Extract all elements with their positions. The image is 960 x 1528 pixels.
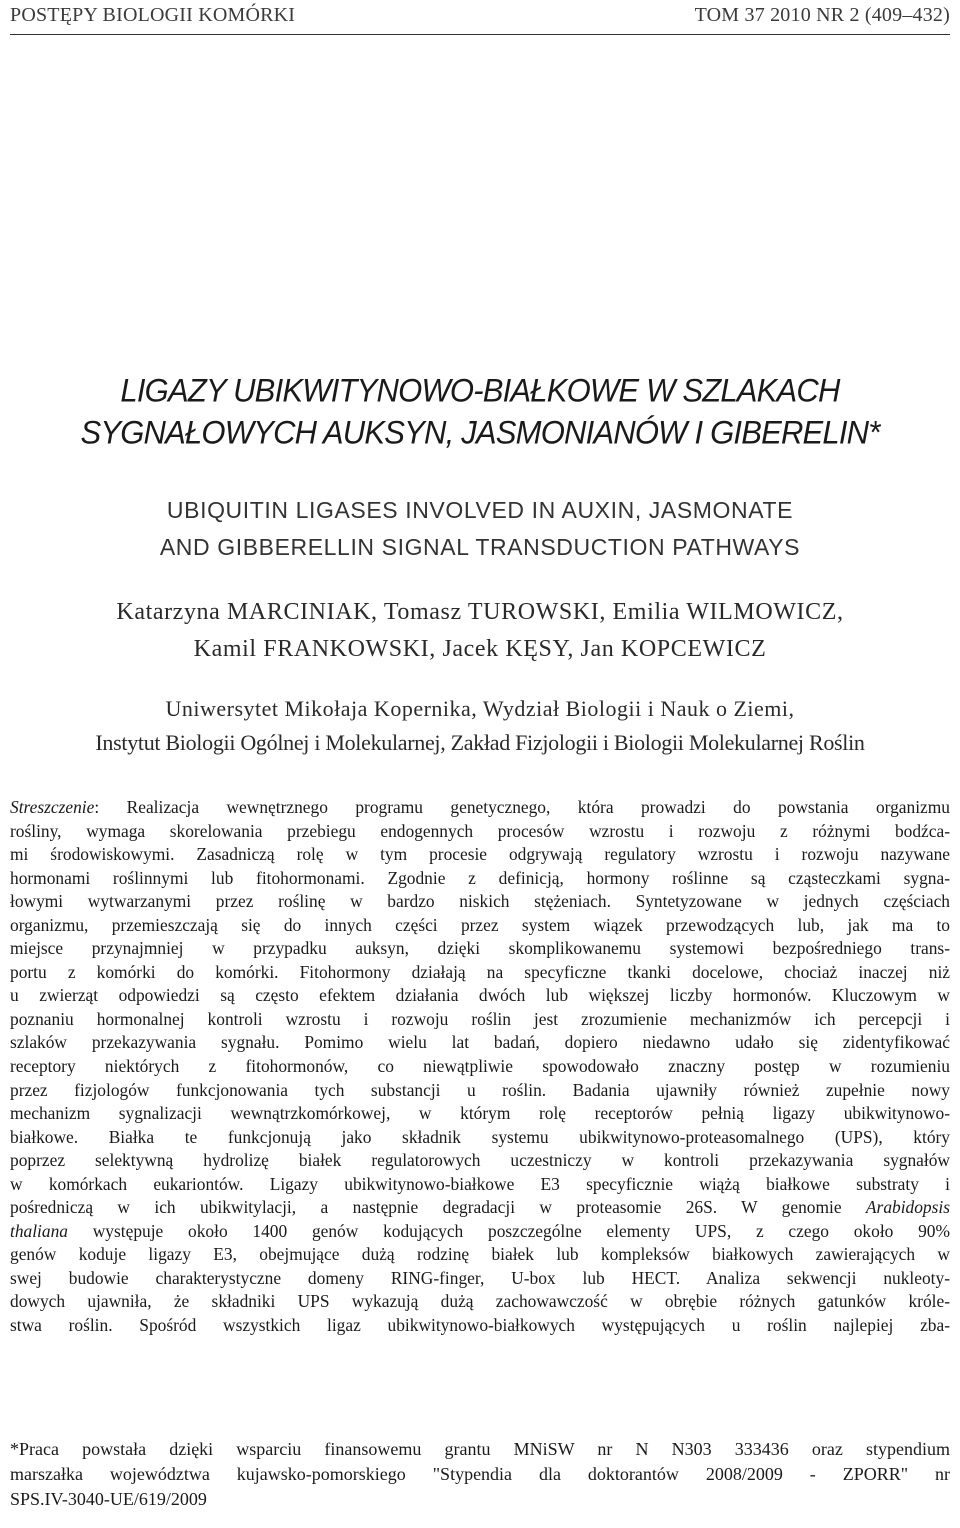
article-title: [10, 370, 950, 454]
abstract-line: u zwierząt odpowiedzi są często efektem działania dwóch lub większej liczby hormonów. Kluczowym w: [10, 985, 950, 1006]
footnote-line-3: SPS.IV-3040-UE/619/2009: [10, 1489, 207, 1509]
affiliation: [4, 692, 956, 760]
abstract-line: przez fizjologów funkcjonowania tych substancji u roślin. Badania ujawniły również zupełnie nowy: [10, 1079, 950, 1100]
species-epithet: thaliana: [10, 1220, 68, 1241]
title-line-2: SYGNAŁOWYCH AUKSYN, JASMONIANÓW I GIBERELIN*: [80, 414, 880, 451]
abstract-line: szlaków przekazywania sygnału. Pomimo wielu lat badań, dopiero niedawno udało się zidentyfikować: [10, 1032, 950, 1053]
affiliation-line-1: Uniwersytet Mikołaja Kopernika, Wydział Biologii i Nauk o Ziemi,: [165, 696, 795, 721]
abstract-line: hormonami roślinnymi lub fitohormonami. Zgodnie z definicją, hormony roślinne są cząsteczkami sygna-: [10, 867, 950, 888]
issue-info: TOM 37 2010 NR 2 (409–432): [694, 4, 950, 26]
abstract-line: mechanizm sygnalizacji wewnątrzkomórkowej, w którym rolę receptorów pełnią ligazy ubikwitynowo-: [10, 1103, 950, 1124]
footnote-line-1: *Praca powstała dzięki wsparciu finansowemu grantu MNiSW nr N N303 333436 oraz stypendium: [10, 1439, 950, 1459]
abstract-line: thaliana występuje około 1400 genów kodujących poszczególne elementy UPS, z czego około 90%: [10, 1220, 950, 1241]
running-header: [10, 4, 950, 34]
species-genus: Arabidopsis: [865, 1197, 950, 1218]
abstract-line: pośredniczą w ich ubikwitylacji, a następnie degradacji w proteasomie 26S. W genomie Arabidopsis: [10, 1197, 950, 1218]
abstract-line: poprzez selektywną hydrolizę białek regulatorowych uczestniczy w kontroli przekazywania sygnałów: [10, 1150, 950, 1171]
abstract-line: mi środowiskowymi. Zasadniczą rolę w tym procesie odgrywają regulatory wzrostu i rozwoju nazywane: [10, 844, 950, 865]
abstract-line: w komórkach eukariontów. Ligazy ubikwitynowo-białkowe E3 specyficznie wiążą białkowe substraty i: [10, 1173, 950, 1194]
abstract-line: swej budowie charakterystyczne domeny RING-finger, U-box lub HECT. Analiza sekwencji nukleoty-: [10, 1267, 950, 1288]
author-list: [10, 594, 950, 668]
abstract-line: Streszczenie: Realizacja wewnętrznego programu genetycznego, która prowadzi do powstania organizmu: [10, 797, 950, 817]
affiliation-line-2: Instytut Biologii Ogólnej i Molekularnej, Zakład Fizjologii i Biologii Molekularnej Roślin: [95, 730, 865, 755]
abstract-line: rośliny, wymaga skorelowania przebiegu endogennych procesów wzrostu i rozwoju z różnymi bodźca-: [10, 820, 950, 841]
abstract-line: łowymi wytwarzanymi przez roślinę w bardzo niskich stężeniach. Syntetyzowane w jednych częściach: [10, 891, 950, 912]
abstract-label: Streszczenie: [10, 797, 95, 817]
abstract-line: miejsce przynajmniej w przypadku auksyn, dzięki skomplikowanemu systemowi bezpośredniego trans-: [10, 938, 950, 959]
footnote-line-2: marszałka województwa kujawsko-pomorskiego "Stypendia dla doktorantów 2008/2009 - ZPORR" nr: [10, 1464, 950, 1484]
abstract-line: genów koduje ligazy E3, obejmujące dużą rodzinę białek lub kompleksów białkowych zawierających w: [10, 1244, 950, 1265]
abstract-line: białkowe. Białka te funkcjonują jako składnik systemu ubikwitynowo-proteasomalnego (UPS), który: [10, 1126, 950, 1147]
abstract-line: portu z komórki do komórki. Fitohormony działają na specyficzne tkanki docelowe, chociaż inaczej niż: [10, 961, 950, 982]
journal-name: POSTĘPY BIOLOGII KOMÓRKI: [10, 4, 296, 26]
header-rule: [10, 34, 950, 35]
english-title-line-2: AND GIBBERELLIN SIGNAL TRANSDUCTION PATHWAYS: [159, 534, 801, 560]
english-title: [10, 492, 950, 566]
abstract: [10, 796, 950, 1338]
abstract-line: organizmu, przemieszczają się do innych części przez system wiązek przewodzących lub, jak ma to: [10, 914, 950, 935]
authors-line-2: Kamil FRANKOWSKI, Jacek KĘSY, Jan KOPCEWICZ: [193, 636, 767, 662]
abstract-line: poznaniu hormonalnej kontroli wzrostu i rozwoju roślin jest zrozumienie mechanizmów ich percepcji i: [10, 1008, 950, 1029]
english-title-line-1: UBIQUITIN LIGASES INVOLVED IN AUXIN, JASMONATE: [166, 497, 794, 523]
abstract-line: receptory niektórych z fitohormonów, co niewątpliwie spowodowało znaczny postęp w rozumieniu: [10, 1056, 950, 1077]
title-line-1: LIGAZY UBIKWITYNOWO-BIAŁKOWE W SZLAKACH: [120, 372, 840, 409]
funding-footnote: [10, 1437, 950, 1512]
authors-line-1: Katarzyna MARCINIAK, Tomasz TUROWSKI, Emilia WILMOWICZ,: [116, 599, 844, 625]
abstract-line: dowych ujawniła, że składniki UPS wykazują dużą zachowawczość w obrębie różnych gatunków króle-: [10, 1291, 950, 1312]
abstract-line: stwa roślin. Spośród wszystkich ligaz ubikwitynowo-białkowych występujących u roślin najlepiej zba-: [10, 1315, 950, 1336]
